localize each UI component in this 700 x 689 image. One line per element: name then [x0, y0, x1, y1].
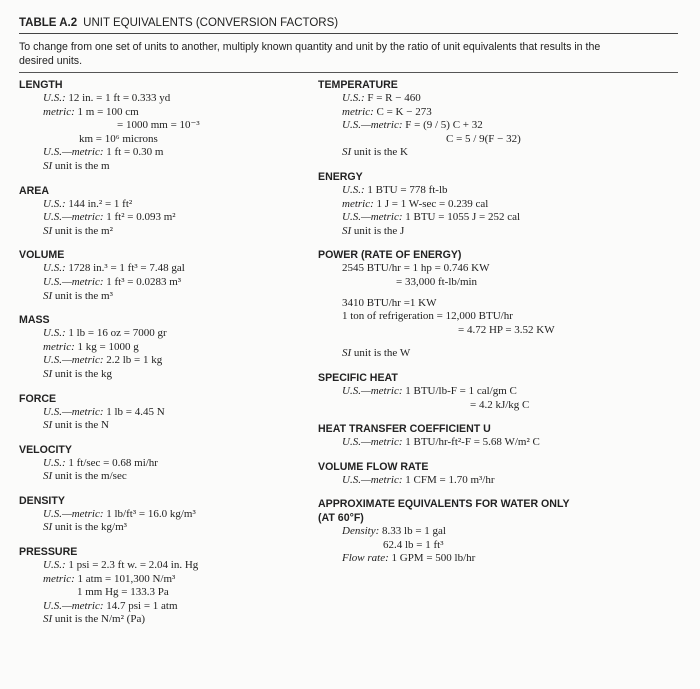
line-label: U.S.—metric:: [43, 275, 104, 288]
conversion-line: [318, 474, 678, 488]
section-heading: VELOCITY: [19, 443, 72, 456]
line-text: = 1000 mm = 10⁻³: [117, 119, 200, 132]
section-density: [19, 494, 309, 535]
line-text: 1 BTU/hr-ft²-F = 5.68 W/m² C: [402, 436, 540, 449]
line-text: 1 kg = 1000 g: [74, 340, 139, 353]
line-text: 1 psi = 2.3 ft w. = 2.04 in. Hg: [65, 559, 199, 572]
table-title-text: UNIT EQUIVALENTS (CONVERSION FACTORS): [83, 17, 339, 29]
line-text: 1 lb = 16 oz = 7000 gr: [65, 327, 167, 340]
section-specific-heat: [318, 371, 678, 412]
line-label: U.S.:: [43, 197, 66, 210]
line-label: U.S.—metric:: [342, 473, 403, 486]
conversion-line: [318, 552, 678, 566]
line-text: unit is the m³: [52, 289, 113, 302]
conversion-line: [318, 399, 678, 413]
conversion-line: [19, 106, 309, 120]
line-text: 1 atm = 101,300 N/m³: [74, 572, 176, 585]
line-label: U.S.—metric:: [43, 211, 104, 224]
section-heading: AREA: [19, 184, 50, 197]
section-heading: POWER (RATE OF ENERGY): [318, 249, 462, 262]
line-label: U.S.—metric:: [43, 599, 104, 612]
line-text: = 33,000 ft-lb/min: [396, 275, 478, 288]
line-label: U.S.—metric:: [43, 146, 104, 159]
top-rule: [19, 33, 678, 34]
conversion-line: [318, 133, 678, 147]
conversion-line: [318, 525, 678, 539]
conversion-line: [19, 198, 309, 212]
line-text: 8.33 lb = 1 gal: [379, 525, 446, 538]
conversion-line: [318, 276, 678, 290]
conversion-line: [19, 508, 309, 522]
conversion-line: [318, 119, 678, 133]
section-heading: VOLUME FLOW RATE: [318, 460, 429, 473]
table-title: [19, 17, 338, 29]
intro-rule: [19, 72, 678, 73]
line-label: SI: [43, 367, 53, 380]
line-text: 12 in. = 1 ft = 0.333 yd: [65, 92, 171, 104]
conversion-line: [318, 385, 678, 399]
conversion-line: [19, 119, 309, 133]
line-label: U.S.:: [342, 92, 365, 104]
line-label: Flow rate:: [342, 552, 389, 565]
line-label: SI: [43, 159, 53, 172]
line-text: 1 GPM = 500 lb/hr: [388, 552, 476, 565]
line-text: 14.7 psi = 1 atm: [103, 599, 178, 612]
conversion-line: [318, 347, 678, 361]
conversion-line: [19, 368, 309, 382]
conversion-line: [318, 310, 678, 324]
line-text: F = R − 460: [364, 92, 421, 104]
conversion-line: [19, 470, 309, 484]
conversion-line: [19, 457, 309, 471]
line-text: 1 ft³ = 0.0283 m³: [103, 275, 182, 288]
right-column: [318, 78, 678, 576]
conversion-line: [19, 327, 309, 341]
section-heading: VOLUME: [19, 249, 65, 262]
line-label: U.S.:: [43, 262, 66, 275]
left-column: [19, 78, 309, 637]
line-text: 144 in.² = 1 ft²: [65, 197, 133, 210]
section-pressure: [19, 545, 309, 627]
line-label: SI: [43, 470, 53, 483]
conversion-line: [318, 324, 678, 338]
section-heading: SPECIFIC HEAT: [318, 371, 398, 384]
conversion-line: [318, 106, 678, 120]
line-label: U.S.—metric:: [342, 384, 403, 397]
line-label: U.S.:: [43, 92, 66, 104]
line-label: Density:: [342, 525, 380, 538]
line-label: SI: [342, 224, 352, 237]
line-label: U.S.:: [342, 183, 365, 196]
line-text: unit is the N: [52, 419, 110, 432]
conversion-line: [19, 354, 309, 368]
line-text: 1728 in.³ = 1 ft³ = 7.48 gal: [65, 262, 185, 275]
line-label: U.S.:: [43, 456, 66, 469]
line-text: unit is the J: [351, 224, 405, 237]
line-text: unit is the m/sec: [52, 470, 127, 483]
section-mass: [19, 313, 309, 381]
conversion-line: [318, 297, 678, 311]
line-text: unit is the N/m² (Pa): [52, 613, 145, 626]
line-text: 1 lb/ft³ = 16.0 kg/m³: [103, 507, 196, 520]
line-text: 1 lb = 4.45 N: [103, 405, 165, 418]
conversion-line: [19, 559, 309, 573]
conversion-line: [318, 225, 678, 239]
line-text: 1 ft² = 0.093 m²: [103, 211, 176, 224]
line-label: SI: [342, 146, 352, 159]
conversion-line: [19, 262, 309, 276]
line-text: 1 BTU/lb-F = 1 cal/gm C: [402, 384, 517, 397]
line-text: unit is the m²: [52, 224, 113, 237]
line-text: unit is the W: [351, 347, 411, 360]
conversion-line: [19, 92, 309, 106]
conversion-line: [318, 539, 678, 553]
conversion-line: [19, 225, 309, 239]
line-label: metric:: [342, 105, 374, 118]
line-label: metric:: [43, 340, 75, 353]
line-label: SI: [43, 289, 53, 302]
conversion-line: [318, 211, 678, 225]
section-heading: PRESSURE: [19, 546, 78, 559]
section-force: [19, 392, 309, 433]
line-text: = 4.72 HP = 3.52 KW: [458, 323, 555, 336]
conversion-line: [19, 586, 309, 600]
line-text: 1 CFM = 1.70 m³/hr: [402, 473, 495, 486]
line-label: SI: [43, 521, 53, 534]
line-text: C = 5 / 9(F − 32): [446, 132, 521, 145]
section-heading: FORCE: [19, 392, 57, 405]
line-label: metric:: [43, 105, 75, 118]
line-text: 1 ton of refrigeration = 12,000 BTU/hr: [342, 310, 513, 323]
line-label: SI: [43, 224, 53, 237]
section-power-rate-of-energy: [318, 248, 678, 361]
conversion-line: [19, 211, 309, 225]
line-text: = 4.2 kJ/kg C: [470, 398, 530, 411]
section-energy: [318, 170, 678, 238]
line-text: 1 BTU = 1055 J = 252 cal: [402, 211, 521, 224]
section-heading: APPROXIMATE EQUIVALENTS FOR WATER ONLY (AT 60°F): [318, 498, 570, 525]
section-heading: TEMPERATURE: [318, 79, 398, 91]
line-text: 1 m = 100 cm: [74, 105, 139, 118]
conversion-line: [19, 290, 309, 304]
conversion-line: [19, 146, 309, 160]
conversion-line: [19, 613, 309, 627]
table-intro: To change from one set of units to another, multiply known quantity and unit by the ratio of unit equivalents that results in the desired units.: [19, 41, 601, 67]
line-text: 1 mm Hg = 133.3 Pa: [77, 586, 169, 599]
line-label: SI: [342, 347, 352, 360]
section-approximate-equivalents-for-water-only-at-60-f: [318, 497, 678, 566]
conversion-line: [318, 198, 678, 212]
line-text: unit is the kg: [52, 367, 113, 380]
section-length: [19, 78, 309, 174]
line-label: U.S.—metric:: [342, 436, 403, 449]
line-label: U.S.—metric:: [342, 119, 403, 132]
line-label: U.S.—metric:: [43, 507, 104, 520]
line-label: U.S.—metric:: [43, 354, 104, 367]
line-text: C = K − 273: [373, 105, 432, 118]
conversion-line: [318, 184, 678, 198]
line-label: metric:: [43, 572, 75, 585]
line-text: 62.4 lb = 1 ft³: [383, 538, 444, 551]
line-text: F = (9 / 5) C + 32: [402, 119, 483, 132]
conversion-line: [19, 133, 309, 147]
line-text: unit is the K: [351, 146, 409, 159]
line-text: 1 J = 1 W-sec = 0.239 cal: [373, 197, 489, 210]
section-temperature: [318, 78, 678, 160]
conversion-line: [19, 276, 309, 290]
conversion-line: [19, 521, 309, 535]
line-text: unit is the kg/m³: [52, 521, 127, 534]
conversion-line: [19, 419, 309, 433]
conversion-line: [318, 146, 678, 160]
line-text: km = 10⁶ microns: [79, 132, 158, 145]
line-text: 2.2 lb = 1 kg: [103, 354, 163, 367]
line-text: 3410 BTU/hr =1 KW: [342, 296, 437, 309]
section-volume-flow-rate: [318, 460, 678, 488]
section-volume: [19, 248, 309, 303]
line-text: 1 ft = 0.30 m: [103, 146, 164, 159]
conversion-line: [19, 600, 309, 614]
line-label: SI: [43, 419, 53, 432]
line-text: 1 BTU = 778 ft-lb: [364, 183, 448, 196]
line-text: 2545 BTU/hr = 1 hp = 0.746 KW: [342, 262, 490, 275]
section-heading: ENERGY: [318, 170, 363, 183]
line-label: U.S.:: [43, 559, 66, 572]
line-text: 1 ft/sec = 0.68 mi/hr: [65, 456, 158, 469]
section-heading: DENSITY: [19, 494, 65, 507]
section-heading: LENGTH: [19, 79, 63, 91]
conversion-line: [318, 262, 678, 276]
section-heading: HEAT TRANSFER COEFFICIENT U: [318, 423, 491, 436]
conversion-line: [19, 573, 309, 587]
conversion-line: [19, 406, 309, 420]
conversion-line: [318, 436, 678, 450]
line-label: U.S.—metric:: [342, 211, 403, 224]
section-heading: MASS: [19, 314, 50, 327]
section-area: [19, 184, 309, 239]
line-label: metric:: [342, 197, 374, 210]
table-label: TABLE A.2: [19, 17, 78, 29]
line-label: U.S.:: [43, 327, 66, 340]
conversion-line: [19, 341, 309, 355]
line-label: U.S.—metric:: [43, 405, 104, 418]
line-text: unit is the m: [52, 159, 110, 172]
conversion-line: [19, 160, 309, 174]
conversion-line: [318, 92, 678, 106]
section-velocity: [19, 443, 309, 484]
section-heat-transfer-coefficient-u: [318, 422, 678, 450]
line-label: SI: [43, 613, 53, 626]
